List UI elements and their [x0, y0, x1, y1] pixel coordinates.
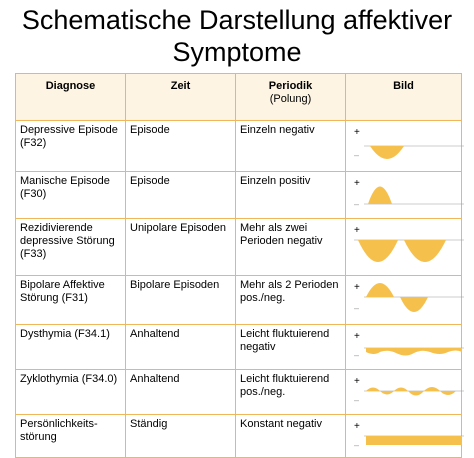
constant-negative-band-image	[350, 418, 466, 454]
header-periodik	[236, 74, 346, 121]
title-line-1: Schematische Darstellung affektiver	[21, 5, 453, 35]
cell-bild	[346, 325, 462, 370]
minus-sign: –	[354, 150, 360, 160]
table-row	[16, 370, 462, 415]
cell-diagnose: Depressive Episode (F32)	[16, 121, 126, 172]
plus-sign: +	[354, 178, 360, 189]
cell-diagnose: Dysthymia (F34.1)	[16, 325, 126, 370]
cell-zeit: Unipolare Episoden	[126, 219, 236, 276]
cell-periodik: Leicht fluktuierend pos./neg.	[236, 370, 346, 415]
bipolar-wave-image	[350, 279, 466, 321]
header-periodik-label: Periodik	[268, 80, 313, 92]
negative-episode-shape	[400, 297, 428, 312]
cell-bild	[346, 276, 462, 325]
table-row	[16, 172, 462, 219]
negative-episode-shape	[404, 240, 446, 262]
plus-sign: +	[354, 225, 360, 236]
minus-sign: –	[354, 395, 360, 405]
table-row	[16, 415, 462, 458]
cell-diagnose: Persönlichkeits-störung	[16, 415, 126, 458]
positive-episode-shape	[366, 283, 394, 297]
table-row	[16, 121, 462, 172]
header-diagnose: Diagnose	[16, 74, 126, 121]
cell-periodik: Einzeln positiv	[236, 172, 346, 219]
header-bild: Bild	[346, 74, 462, 121]
header-zeit: Zeit	[126, 74, 236, 121]
minus-sign: –	[354, 199, 360, 209]
cell-bild	[346, 415, 462, 458]
positive-episode-shape	[368, 187, 392, 205]
plus-sign: +	[354, 282, 360, 293]
minus-sign: –	[354, 303, 360, 313]
cell-zeit: Anhaltend	[126, 325, 236, 370]
fluctuating-negative-shape	[366, 348, 462, 356]
fluctuating-bipolar-shape	[366, 387, 462, 396]
plus-sign: +	[354, 421, 360, 432]
page-title	[0, 4, 474, 68]
cell-zeit: Ständig	[126, 415, 236, 458]
cell-diagnose: Zyklothymia (F34.0)	[16, 370, 126, 415]
plus-sign: +	[354, 127, 360, 138]
cell-periodik: Mehr als 2 Perioden pos./neg.	[236, 276, 346, 325]
symptom-table	[15, 73, 462, 458]
cell-bild	[346, 370, 462, 415]
recurrent-depressive-wave-image	[350, 222, 466, 272]
plus-sign: +	[354, 331, 360, 342]
cell-bild	[346, 172, 462, 219]
cell-bild	[346, 219, 462, 276]
cell-bild	[346, 121, 462, 172]
header-periodik-sub: (Polung)	[269, 93, 312, 105]
negative-episode-shape	[370, 146, 404, 159]
cell-periodik: Mehr als zwei Perioden negativ	[236, 219, 346, 276]
cell-diagnose: Bipolare Affektive Störung (F31)	[16, 276, 126, 325]
cell-zeit: Anhaltend	[126, 370, 236, 415]
cell-zeit: Bipolare Episoden	[126, 276, 236, 325]
negative-episode-shape	[358, 240, 398, 262]
cyclothymia-wave-image	[350, 373, 466, 411]
cell-diagnose: Manische Episode (F30)	[16, 172, 126, 219]
table-row	[16, 276, 462, 325]
cell-periodik: Einzeln negativ	[236, 121, 346, 172]
header-row	[16, 74, 462, 121]
constant-negative-shape	[366, 436, 462, 445]
cell-zeit: Episode	[126, 121, 236, 172]
table-row	[16, 219, 462, 276]
minus-sign: –	[354, 440, 360, 450]
cell-zeit: Episode	[126, 172, 236, 219]
depressive-wave-image	[350, 124, 466, 168]
plus-sign: +	[354, 376, 360, 387]
dysthymia-wave-image	[350, 328, 466, 366]
title-line-2: Symptome	[172, 37, 302, 67]
cell-periodik: Leicht fluktuierend negativ	[236, 325, 346, 370]
manic-wave-image	[350, 175, 466, 215]
cell-diagnose: Rezidivierende depressive Störung (F33)	[16, 219, 126, 276]
cell-periodik: Konstant negativ	[236, 415, 346, 458]
minus-sign: –	[354, 350, 360, 360]
table-row	[16, 325, 462, 370]
